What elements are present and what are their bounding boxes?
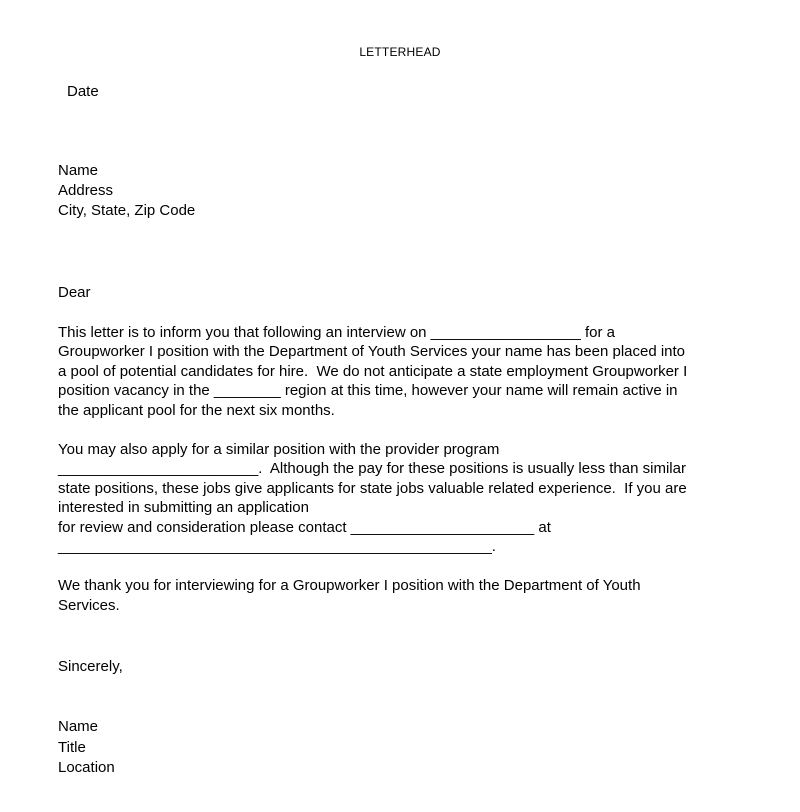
signer-title: Title [58,738,86,756]
signature-block [58,717,115,779]
date-line: Date [67,83,99,100]
paragraph-thank-you [58,576,641,616]
recipient-address-block [58,161,195,221]
paragraph-provider-program [58,440,687,556]
paragraph-line: We thank you for interviewing for a Groupworker I position with the Department of Youth [58,577,641,594]
paragraph-line: Groupworker I position with the Department of Youth Services your name has been placed into [58,343,686,361]
paragraph-line: interested in submitting an application [58,499,309,517]
paragraph-line: You may also apply for a similar position with the provider program [58,441,500,458]
recipient-city-state-zip: City, State, Zip Code [58,202,196,219]
signer-location: Location [58,759,115,776]
paragraph-line: a pool of potential candidates for hire. We do not anticipate a state employment Groupworker I [58,362,688,380]
letterhead: LETTERHEAD [359,45,441,59]
closing: Sincerely, [58,658,123,675]
recipient-name: Name [58,162,99,179]
paragraph-line: the applicant pool for the next six months. [58,401,335,419]
paragraph-line: state positions, these jobs give applicants for state jobs valuable related experience. If you are [58,479,687,497]
paragraph-line: ________________________. Although the pay for these positions is usually less than similar [58,460,686,478]
paragraph-line: ____________________________________________________. [58,538,496,556]
signer-name: Name [58,718,99,735]
salutation: Dear [58,284,91,301]
recipient-address: Address [58,182,114,199]
paragraph-interview-notice [58,323,687,420]
paragraph-line: This letter is to inform you that following an interview on __________________ for a [58,324,616,341]
paragraph-line: position vacancy in the ________ region at this time, however your name will remain active in [58,382,678,400]
paragraph-line: Services. [58,597,120,614]
paragraph-line: for review and consideration please contact ______________________ at [58,518,551,536]
